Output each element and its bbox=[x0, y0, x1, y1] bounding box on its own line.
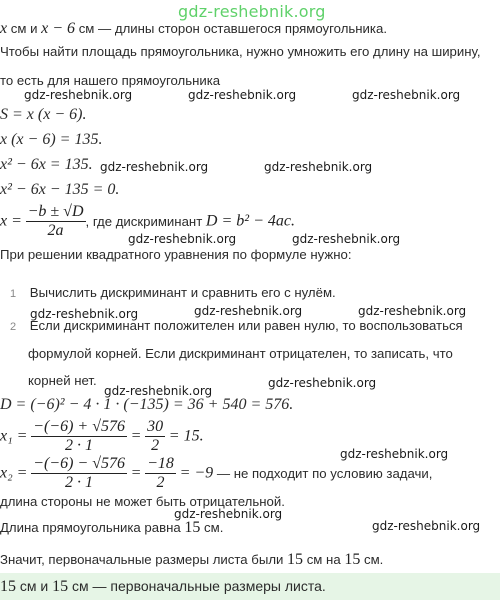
text-line-1-d: см — длины сторон оставшегося прямоугольника. bbox=[75, 21, 387, 36]
watermark: gdz-reshebnik.org bbox=[194, 304, 303, 318]
answer-box bbox=[0, 573, 500, 600]
root-x1-row bbox=[0, 418, 204, 455]
length-text-b: см. bbox=[200, 520, 224, 535]
text-line-1 bbox=[0, 20, 387, 36]
answer-value-2: 15 bbox=[52, 578, 69, 595]
x2-result: = −9 bbox=[179, 464, 214, 482]
watermark: gdz-reshebnik.org bbox=[372, 519, 481, 533]
watermark: gdz-reshebnik.org bbox=[268, 376, 377, 390]
x2-denominator: 2 · 1 bbox=[65, 474, 94, 491]
x2-rejection-note-2: длина стороны не может быть отрицательной. bbox=[0, 494, 285, 509]
step-1-text: Вычислить дискриминант и сравнить его с нулём. bbox=[29, 285, 336, 300]
watermark-top: gdz-reshebnik.org bbox=[178, 2, 326, 21]
formula-denominator: 2a bbox=[47, 222, 64, 239]
step-2-line-3: корней нет. bbox=[28, 373, 97, 388]
step-2-text: Если дискриминант положителен или равен нулю, то воспользоваться bbox=[29, 318, 463, 333]
watermark: gdz-reshebnik.org bbox=[264, 160, 373, 174]
x1-numerator-2: 30 bbox=[147, 418, 164, 435]
length-value: 15 bbox=[184, 519, 201, 536]
x2-rejection-note: — не подходит по условию задачи, bbox=[216, 466, 433, 481]
step-1-number: 1 bbox=[10, 288, 17, 300]
formula-lhs: x = bbox=[0, 212, 22, 230]
x1-result: = 15. bbox=[168, 427, 204, 445]
watermark: gdz-reshebnik.org bbox=[128, 232, 237, 246]
equation-product: x (x − 6) = 135. bbox=[0, 131, 103, 148]
discriminant-definition: D = b² − 4ac. bbox=[205, 212, 295, 230]
answer-text-a: см и bbox=[16, 578, 53, 594]
text-line-3: то есть для нашего прямоугольника bbox=[0, 73, 221, 88]
equation-expanded: x² − 6x = 135. bbox=[0, 156, 93, 173]
discriminant-calculation: D = (−6)² − 4 · 1 · (−135) = 36 + 540 = 576. bbox=[0, 396, 294, 413]
orig-value-2: 15 bbox=[344, 551, 361, 568]
orig-text-b: см на bbox=[303, 552, 345, 567]
x1-denominator: 2 · 1 bbox=[65, 437, 94, 454]
x1-fraction bbox=[31, 418, 127, 455]
watermark: gdz-reshebnik.org bbox=[292, 232, 401, 246]
x1-fraction-2 bbox=[145, 418, 165, 455]
step-1 bbox=[10, 285, 336, 300]
formula-numerator: −b ± √D bbox=[27, 203, 84, 220]
watermark: gdz-reshebnik.org bbox=[340, 447, 449, 461]
discriminant-note: , где дискриминант bbox=[85, 214, 203, 229]
answer-text bbox=[0, 578, 326, 596]
x1-lhs: x₁ = bbox=[0, 427, 28, 445]
watermark: gdz-reshebnik.org bbox=[100, 160, 209, 174]
watermark: gdz-reshebnik.org bbox=[104, 384, 213, 398]
orig-text-c: см. bbox=[360, 552, 384, 567]
math-x: x bbox=[0, 20, 8, 36]
x2-lhs: x₂ = bbox=[0, 464, 28, 482]
x1-denominator-2: 2 bbox=[151, 437, 160, 454]
x2-equals: = bbox=[130, 464, 142, 482]
x2-fraction-2 bbox=[145, 455, 176, 492]
x1-equals: = bbox=[130, 427, 142, 445]
answer-value-1: 15 bbox=[0, 578, 16, 595]
equation-area: S = x (x − 6). bbox=[0, 106, 87, 123]
x2-denominator-2: 2 bbox=[156, 474, 165, 491]
formula-fraction bbox=[26, 203, 86, 240]
root-x2-row bbox=[0, 455, 432, 492]
length-statement bbox=[0, 519, 223, 537]
x2-numerator-2: −18 bbox=[147, 455, 174, 472]
rule-intro: При решении квадратного уравнения по формуле нужно: bbox=[0, 247, 352, 262]
orig-text-a: Значит, первоначальные размеры листа были bbox=[0, 552, 288, 567]
watermark: gdz-reshebnik.org bbox=[30, 307, 139, 321]
step-2-line-2: формулой корней. Если дискриминант отрицателен, то записать, что bbox=[28, 346, 453, 361]
watermark: gdz-reshebnik.org bbox=[174, 507, 283, 521]
watermark: gdz-reshebnik.org bbox=[24, 88, 133, 102]
step-2 bbox=[10, 318, 463, 333]
text-line-2: Чтобы найти площадь прямоугольника, нужно умножить его длину на ширину, bbox=[0, 44, 481, 59]
text-line-1-b: см и bbox=[7, 21, 42, 36]
x2-numerator: −(−6) − √576 bbox=[33, 455, 125, 472]
watermark: gdz-reshebnik.org bbox=[352, 88, 461, 102]
equation-quadratic: x² − 6x − 135 = 0. bbox=[0, 181, 120, 198]
watermark: gdz-reshebnik.org bbox=[358, 304, 467, 318]
step-2-number: 2 bbox=[10, 321, 17, 333]
math-x-minus-6: x − 6 bbox=[41, 20, 76, 36]
x1-numerator: −(−6) + √576 bbox=[33, 418, 125, 435]
watermark: gdz-reshebnik.org bbox=[188, 88, 297, 102]
length-text-a: Длина прямоугольника равна bbox=[0, 520, 185, 535]
original-size-statement bbox=[0, 551, 383, 569]
orig-value-1: 15 bbox=[287, 551, 304, 568]
x2-fraction bbox=[31, 455, 127, 492]
answer-text-b: см — первоначальные размеры листа. bbox=[68, 578, 326, 594]
